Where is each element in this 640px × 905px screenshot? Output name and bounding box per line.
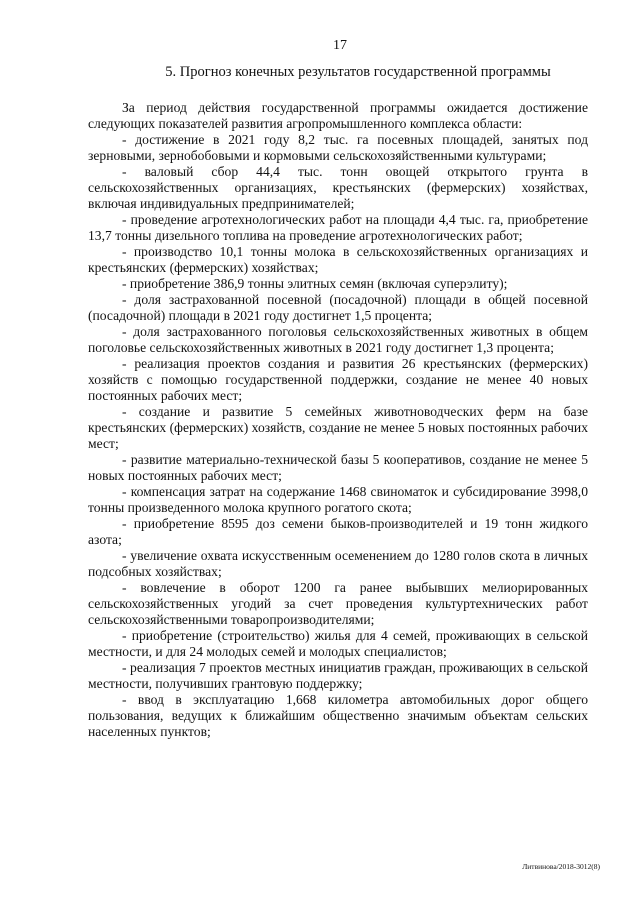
paragraph: - проведение агротехнологических работ на площади 4,4 тыс. га, приобретение 13,7 тонны дизельного топлива на проведение агротехнологических работ; xyxy=(88,212,588,243)
page-number: 17 xyxy=(333,38,347,53)
section-heading: 5. Прогноз конечных результатов государственной программы xyxy=(165,64,551,80)
paragraph: - создание и развитие 5 семейных животноводческих ферм на базе крестьянских (фермерских) хозяйств, создание не менее 5 новых постоянных рабочих мест; xyxy=(88,404,588,451)
paragraph: - приобретение (строительство) жилья для 4 семей, проживающих в сельской местности, и для 24 молодых семей и молодых специалистов; xyxy=(88,628,588,659)
paragraph: - доля застрахованной посевной (посадочной) площади в общей посевной (посадочной) площади в 2021 году достигнет 1,5 процента; xyxy=(88,292,588,323)
paragraph: - производство 10,1 тонны молока в сельскохозяйственных организациях и крестьянских (фермерских) хозяйствах; xyxy=(88,244,588,275)
paragraph: - приобретение 386,9 тонны элитных семян (включая суперэлиту); xyxy=(122,276,508,291)
document-footer-code: Литвинова/2018-3012(8) xyxy=(522,862,600,871)
paragraph: - приобретение 8595 доз семени быков-производителей и 19 тонн жидкого азота; xyxy=(88,516,588,547)
paragraph: - ввод в эксплуатацию 1,668 километра автомобильных дорог общего пользования, ведущих к ближайшим общественно значимым объектам сельских населенных пунктов; xyxy=(88,692,588,739)
paragraph: - доля застрахованного поголовья сельскохозяйственных животных в общем поголовье сельскохозяйственных животных в 2021 году достигнет 1,3 процента; xyxy=(88,324,588,355)
paragraph: За период действия государственной программы ожидается достижение следующих показателей развития агропромышленного комплекса области: xyxy=(88,100,588,131)
paragraph: - компенсация затрат на содержание 1468 свиноматок и субсидирование 3998,0 тонны произведенного молока крупного рогатого скота; xyxy=(88,484,588,515)
paragraph: - увеличение охвата искусственным осеменением до 1280 голов скота в личных подсобных хозяйствах; xyxy=(88,548,588,579)
document-body xyxy=(88,100,588,740)
paragraph: - реализация проектов создания и развития 26 крестьянских (фермерских) хозяйств с помощью государственной поддержки, создание не менее 40 новых постоянных рабочих мест; xyxy=(88,356,588,403)
paragraph: - развитие материально-технической базы 5 кооперативов, создание не менее 5 новых постоянных рабочих мест; xyxy=(88,452,588,483)
paragraph: - валовый сбор 44,4 тыс. тонн овощей открытого грунта в сельскохозяйственных организациях, крестьянских (фермерских) хозяйствах, включая индивидуальных предпринимателей; xyxy=(88,164,588,211)
paragraph: - достижение в 2021 году 8,2 тыс. га посевных площадей, занятых под зерновыми, зернобобовыми и кормовыми сельскохозяйственными культурами; xyxy=(88,132,588,163)
paragraph: - реализация 7 проектов местных инициатив граждан, проживающих в сельской местности, получивших грантовую поддержку; xyxy=(88,660,588,691)
paragraph: - вовлечение в оборот 1200 га ранее выбывших мелиорированных сельскохозяйственных угодий за счет проведения культуртехнических работ сельскохозяйственными товаропроизводителями; xyxy=(88,580,588,627)
